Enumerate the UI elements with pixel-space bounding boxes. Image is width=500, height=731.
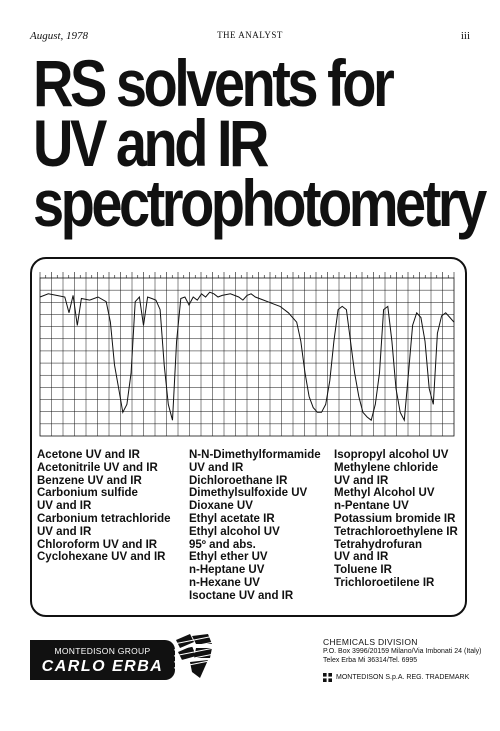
solvent-item: Dichloroethane IR — [189, 474, 288, 487]
montedison-emblem-icon — [172, 632, 216, 682]
solvent-item: UV and IR — [37, 500, 92, 513]
solvent-column-1 — [37, 449, 171, 564]
trademark-text: MONTEDISON S.p.A. REG. TRADEMARK — [336, 674, 470, 681]
solvent-item: Ethyl alcohol UV — [189, 525, 280, 538]
solvent-item: n-Hexane UV — [189, 576, 260, 589]
trademark-line — [323, 673, 469, 682]
solvent-item: Benzene UV and IR — [37, 474, 142, 487]
solvent-item: UV and IR — [334, 551, 389, 564]
spectrum-chart — [34, 264, 462, 442]
solvent-item: Ethyl ether UV — [189, 551, 268, 564]
solvent-item: UV and IR — [189, 461, 244, 474]
montedison-mark-icon — [323, 673, 332, 682]
solvent-item: n-Pentane UV — [334, 500, 409, 513]
solvent-item: Toluene IR — [334, 564, 392, 577]
division-name: CHEMICALS DIVISION — [323, 637, 418, 647]
solvent-item: 95º and abs. — [189, 538, 256, 551]
contact-info — [323, 637, 482, 665]
solvent-item: Acetonitrile UV and IR — [37, 461, 158, 474]
chart-grid — [40, 278, 454, 436]
solvent-item: Dimethylsulfoxide UV — [189, 487, 308, 500]
solvent-item: Isoctane UV and IR — [189, 589, 294, 602]
solvent-item: Chloroform UV and IR — [37, 538, 158, 551]
carlo-erba-logo — [30, 640, 175, 680]
headline-line-3: spectrophotometry — [33, 165, 484, 240]
telex-number: Telex Erba Mi 36314/Tel. 6995 — [323, 656, 418, 664]
issue-date: August, 1978 — [30, 30, 89, 42]
postal-address: P.O. Box 3996/20159 Milano/Via Imbonati 24 (Italy) — [323, 648, 482, 655]
solvent-item: Dioxane UV — [189, 500, 253, 513]
solvent-item: Carbonium tetrachloride — [37, 512, 171, 525]
solvent-item: Acetone UV and IR — [37, 449, 140, 461]
solvent-item: n-Heptane UV — [189, 564, 265, 577]
headline-line-1: RS solvents for — [33, 45, 392, 120]
solvent-item: Carbonium sulfide — [37, 487, 138, 500]
solvent-item: Ethyl acetate IR — [189, 512, 275, 525]
solvent-item: Methyl Alcohol UV — [334, 487, 435, 500]
solvent-item: N-N-Dimethylformamide — [189, 449, 321, 461]
solvent-item: Isopropyl alcohol UV — [334, 449, 449, 461]
solvent-item: Tetrahydrofuran — [334, 538, 422, 551]
journal-name: THE ANALYST — [217, 30, 283, 40]
logo-group-text: MONTEDISON GROUP — [54, 646, 151, 656]
solvent-item: UV and IR — [334, 474, 389, 487]
page-number: iii — [460, 30, 470, 42]
solvent-item: Methylene chloride — [334, 461, 439, 474]
headline — [33, 45, 484, 240]
solvent-item: Potassium bromide IR — [334, 512, 456, 525]
logo-brand-text: CARLO ERBA — [41, 658, 164, 675]
solvent-item: Trichloroetilene IR — [334, 576, 435, 589]
headline-line-2: UV and IR — [33, 105, 266, 180]
chart-ticks — [40, 272, 454, 278]
solvent-column-3 — [334, 449, 458, 590]
solvent-item: Tetrachloroethylene IR — [334, 525, 458, 538]
solvent-item: Cyclohexane UV and IR — [37, 551, 166, 564]
solvent-column-2 — [189, 449, 321, 603]
page-header — [30, 30, 470, 46]
solvent-item: UV and IR — [37, 525, 92, 538]
